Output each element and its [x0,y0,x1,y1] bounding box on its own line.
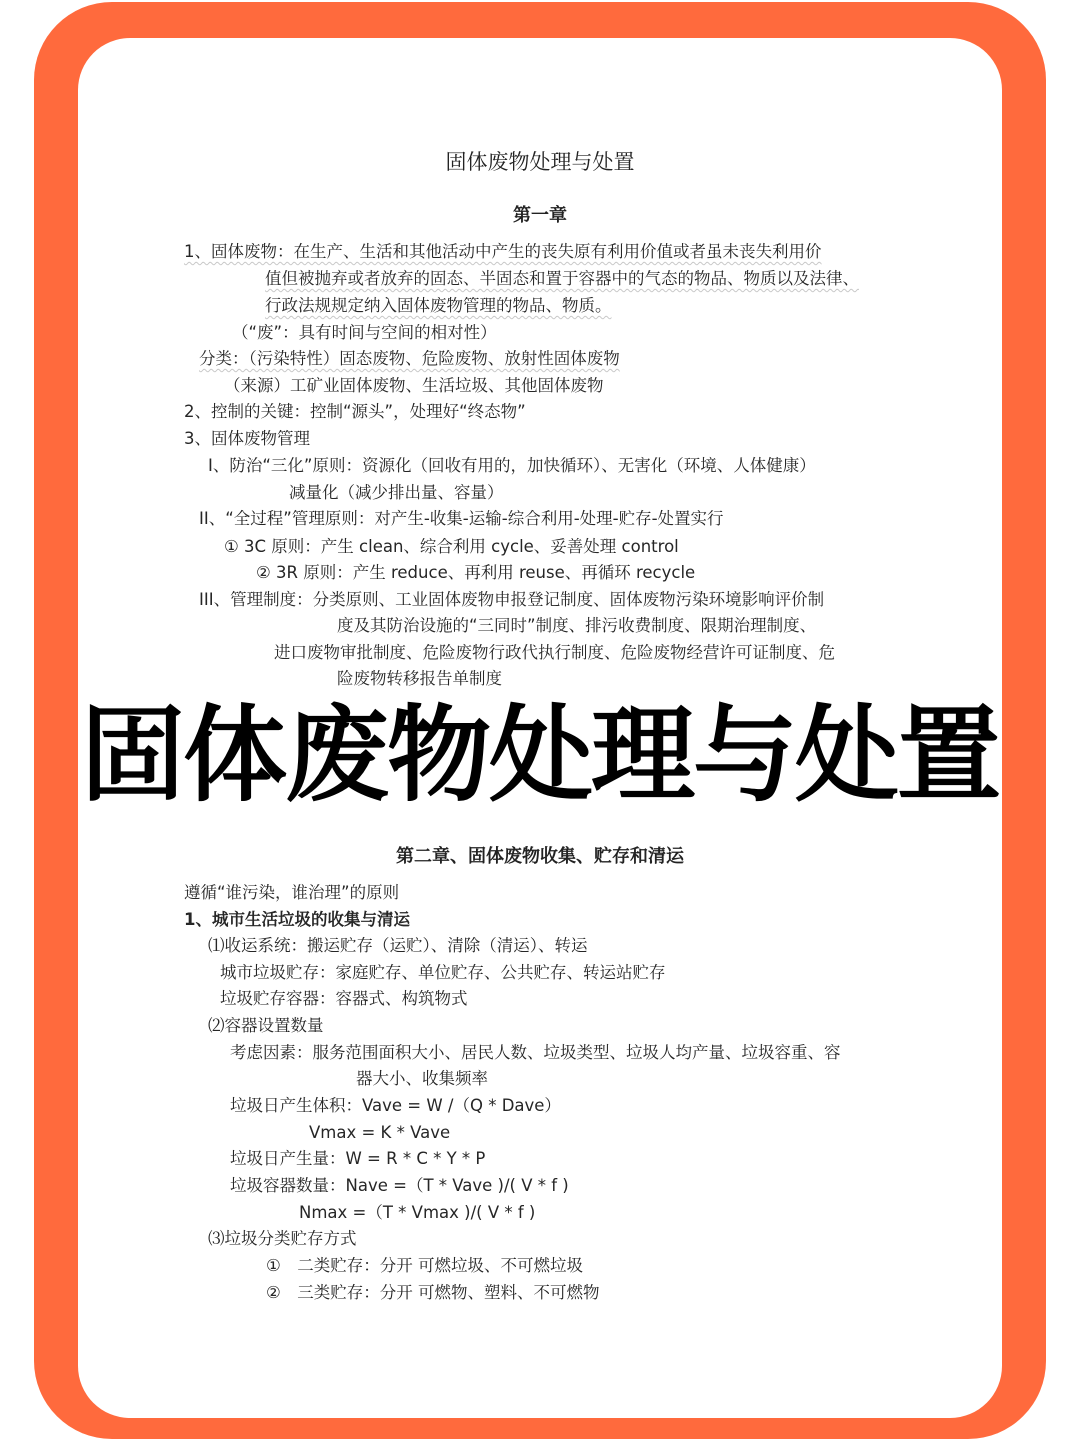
document-title: 固体废物处理与处置 [445,150,635,174]
ch2-line-15: ① 二类贮存：分开 可燃垃圾、不可燃垃圾 [266,1256,584,1275]
ch1-line-17: 险废物转移报告单制度 [337,669,502,688]
ch1-line-8: 3、固体废物管理 [184,429,310,448]
ch2-line-3: ⑴收运系统：搬运贮存（运贮）、清除（清运）、转运 [208,936,588,955]
ch1-line-1: 1、固体废物：在生产、生活和其他活动中产生的丧失原有利用价值或者虽未丧失利用价 [184,242,822,261]
ch2-line-12: 垃圾容器数量：Nave =（T * Vave )/( V * f ) [230,1176,569,1195]
ch2-line-11: 垃圾日产生量：W = R * C * Y * P [230,1149,486,1168]
chapter1-heading: 第一章 [513,205,567,226]
ch2-line-4: 城市垃圾贮存：家庭贮存、单位贮存、公共贮存、转运站贮存 [220,963,666,982]
ch1-line-12: ① 3C 原则：产生 clean、综合利用 cycle、妥善处理 control [224,537,679,556]
ch1-line-9: I、防治“三化”原则：资源化（回收有用的，加快循环）、无害化（环境、人体健康） [208,456,816,475]
ch1-line-3: 行政法规规定纳入固体废物管理的物品、物质。 [265,296,612,315]
ch1-line-2: 值但被抛弃或者放弃的固态、半固态和置于容器中的气态的物品、物质以及法律、 [265,269,859,288]
ch1-line-4: （“废”：具有时间与空间的相对性） [232,323,497,342]
ch2-line-9: 垃圾日产生体积：Vave = W /（Q * Dave） [230,1096,561,1115]
ch2-line-8: 器大小、收集频率 [356,1069,488,1088]
ch1-line-7: 2、控制的关键：控制“源头”，处理好“终态物” [184,402,526,421]
ch2-line-10: Vmax = K * Vave [309,1123,451,1142]
ch2-line-2: 1、城市生活垃圾的收集与清运 [184,910,410,929]
ch2-line-1: 遵循“谁污染，谁治理”的原则 [184,883,400,902]
ch1-line-5: 分类：（污染特性）固态废物、危险废物、放射性固体废物 [199,349,620,368]
ch1-line-15: 度及其防治设施的“三同时”制度、排污收费制度、限期治理制度、 [337,616,817,635]
ch1-line-16: 进口废物审批制度、危险废物行政代执行制度、危险废物经营许可证制度、危 [274,643,835,662]
ch2-line-16: ② 三类贮存：分开 可燃物、塑料、不可燃物 [266,1283,600,1302]
ch2-line-6: ⑵容器设置数量 [208,1016,324,1035]
chapter2-heading: 第二章、固体废物收集、贮存和清运 [396,846,684,867]
ch1-line-6: （来源）工矿业固体废物、生活垃圾、其他固体废物 [224,376,604,395]
ch1-line-14: III、管理制度：分类原则、工业固体废物申报登记制度、固体废物污染环境影响评价制 [199,590,825,609]
banner-title: 固体废物处理与处置 [80,694,999,816]
ch2-line-13: Nmax =（T * Vmax )/( V * f ) [299,1203,536,1222]
ch2-line-7: 考虑因素：服务范围面积大小、居民人数、垃圾类型、垃圾人均产量、垃圾容重、容 [230,1043,841,1062]
ch1-line-13: ② 3R 原则：产生 reduce、再利用 reuse、再循环 recycle [256,563,696,582]
ch2-line-5: 垃圾贮存容器：容器式、构筑物式 [220,989,468,1008]
ch2-line-14: ⑶垃圾分类贮存方式 [208,1229,357,1248]
ch1-line-11: II、“全过程”管理原则：对产生-收集-运输-综合利用-处理-贮存-处置实行 [199,509,724,528]
ch1-line-10: 减量化（减少排出量、容量） [289,483,504,502]
